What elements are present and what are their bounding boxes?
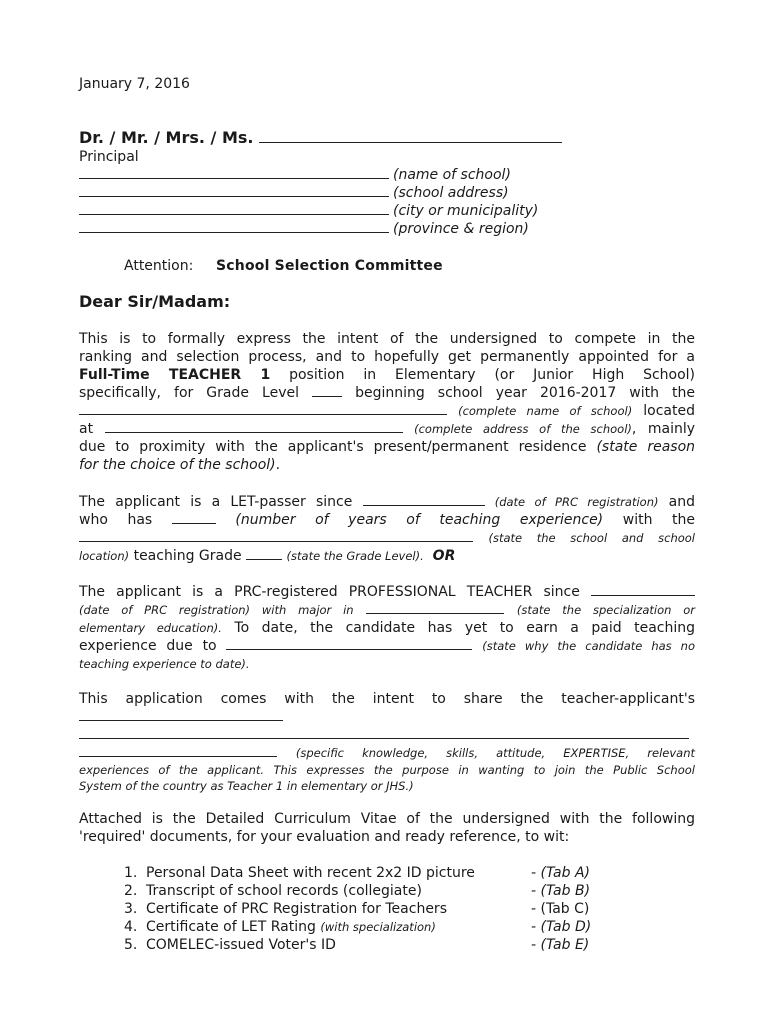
school-address-blank [105,420,403,433]
attention-line [124,257,443,275]
name-blank [259,128,562,143]
recipient-title: Principal [79,149,139,165]
school-name-blank [79,402,447,415]
paragraph-let-passer: The applicant is a LET-passer since (date of PRC registration) and who has (number of years of teaching experience) with the (state the school and school location) teaching Grade (state the Grade Level). OR [79,494,696,564]
list-item: 1. Personal Data Sheet with recent 2x2 ID picture - (Tab A) [124,865,591,881]
list-item: 3. Certificate of PRC Registration for Teachers - (Tab C) [124,901,590,917]
grade-level-blank [312,384,342,397]
prc-date-blank [363,493,485,506]
salutation-line [79,128,562,147]
years-blank [172,511,216,524]
share-blank-2 [79,726,689,739]
salutation: Dr. / Mr. / Mrs. / Ms. [79,128,254,147]
list-item: 2. Transcript of school records (collegiate) - (Tab B) [124,883,591,899]
paragraph-intent-to-share: This application comes with the intent to share the teacher-applicant's (specific knowledge, skills, attitude, EXPERTISE, relevant experiences of the applicant. This expresses the purpose in wanting to join the Public School System of the country as Teacher 1 in elementary or JHS.) [79,691,696,793]
address-line-school-address: (school address) [79,184,699,202]
list-item: 5. COMELEC-issued Voter's ID - (Tab E) [124,937,590,953]
share-blank-3 [79,744,277,757]
paragraph-intent: This is to formally express the intent of the undersigned to compete in the ranking and selection process, and to hopefully get permanently appointed for a Full-Time TEACHER 1 position in Elementary (or Junior High School) specifically, for Grade Level beginning school year 2016-2017 with the (complete name of school) located at (complete address of the school), mainly due to proximity with the applicant's present/permanent residence (state reason for the choice of the school). [79,331,696,473]
list-item: 4. Certificate of LET Rating (with specialization) - (Tab D) [124,919,592,935]
address-line-city: (city or municipality) [79,202,699,220]
attachments-list [124,864,591,954]
major-blank [366,601,504,614]
letter-date: January 7, 2016 [79,76,190,92]
paragraph-attachments: Attached is the Detailed Curriculum Vitae of the undersigned with the following 'required' documents, for your evaluation and ready reference, to wit: [79,811,695,845]
paragraph-prc-registered: The applicant is a PRC-registered PROFESSIONAL TEACHER since (date of PRC registration) with major in (state the specialization or elementary education). To date, the candidate has yet to earn a paid teaching experience due to (state why the candidate has no teaching experience to date). [79,584,696,671]
school-location-blank [79,529,473,542]
address-line-school-name: (name of school) [79,166,699,184]
greeting: Dear Sir/Madam: [79,292,231,311]
reason-blank [226,637,472,650]
grade-blank [246,547,282,560]
attention-value: School Selection Committee [216,258,443,274]
address-line-province: (province & region) [79,220,699,238]
prc-registration-blank [591,583,695,596]
share-blank-1 [79,708,283,721]
attention-label: Attention: [124,258,194,274]
